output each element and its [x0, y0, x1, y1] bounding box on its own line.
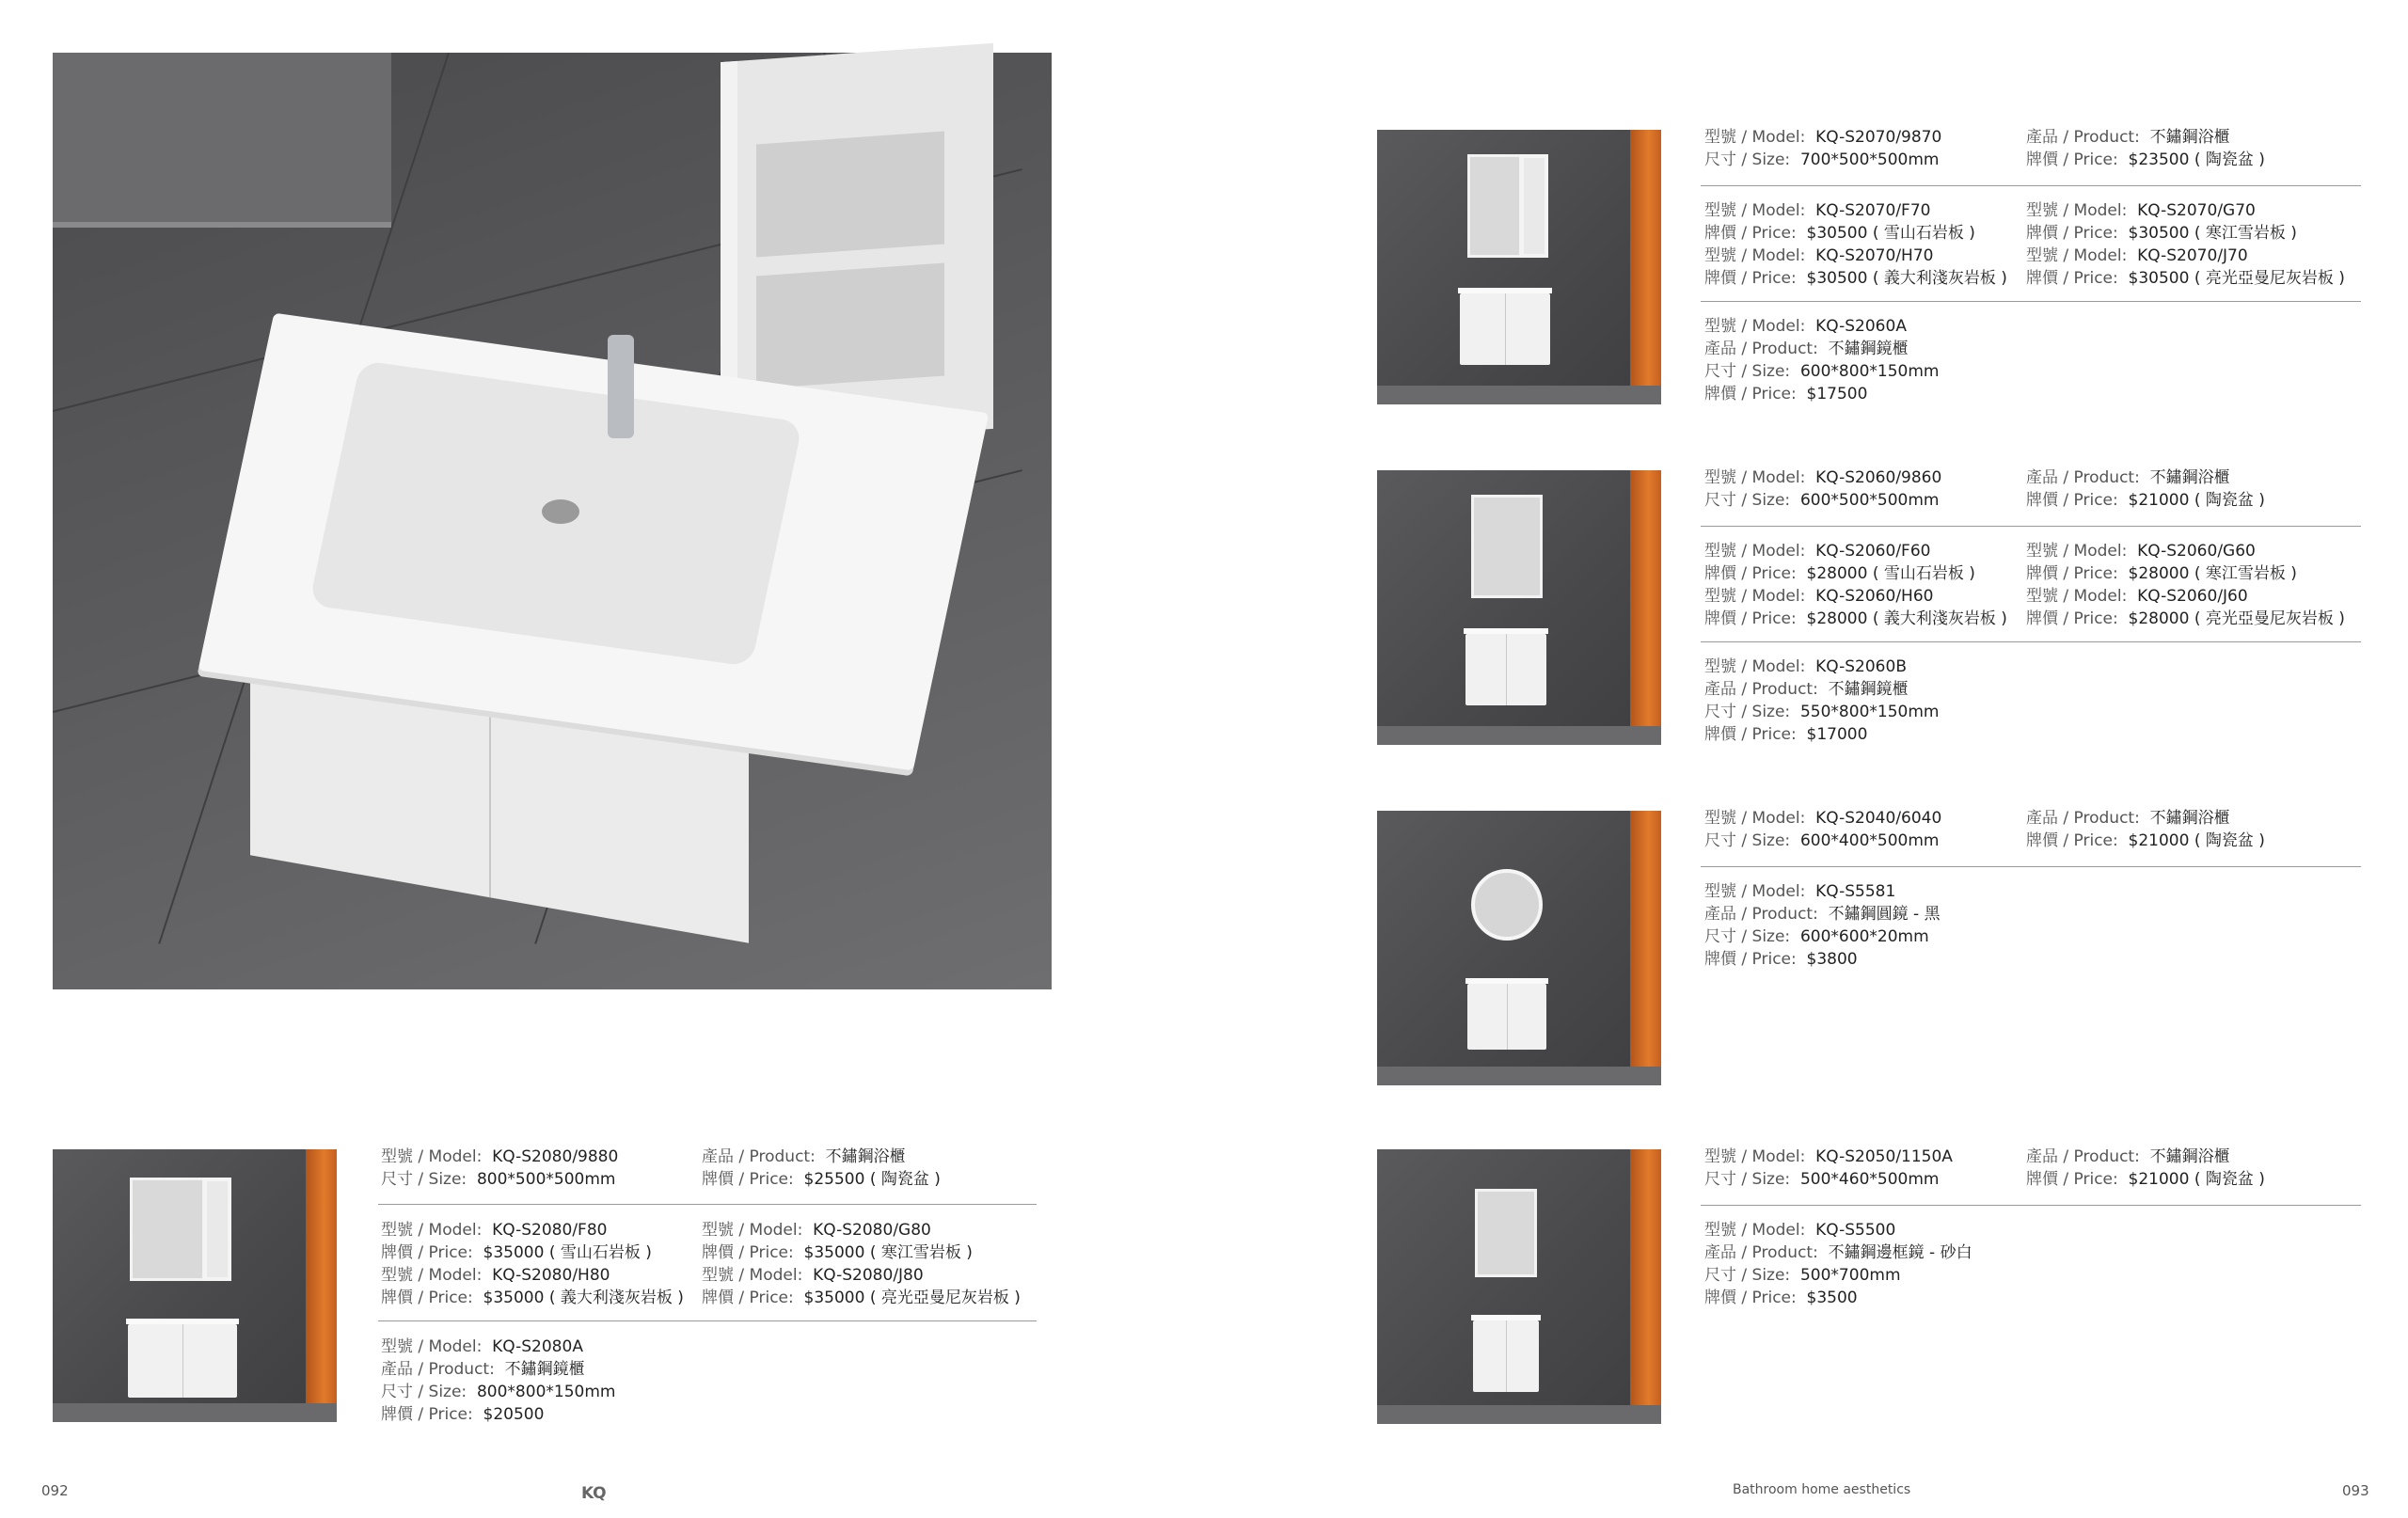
spec-s2070-product: 產品 / Product: 不鏽鋼浴櫃 牌價 / Price: $23500 ( 陶瓷盆 ) [2026, 128, 2265, 169]
spec-s2080-model: 型號 / Model: KQ-S2080/9880 尺寸 / Size: 800*500*500mm [381, 1147, 619, 1189]
spec-s2040-product: 產品 / Product: 不鏽鋼浴櫃 牌價 / Price: $21000 ( 陶瓷盆 ) [2026, 809, 2265, 850]
spec-s2050-accessory: 型號 / Model: KQ-S5500 產品 / Product: 不鏽鋼邊框鏡 - 砂白 尺寸 / Size: 500*700mm 牌價 / Price: $3500 [1704, 1221, 1972, 1307]
spec-s2070-variants-left: 型號 / Model: KQ-S2070/F70 牌價 / Price: $30500 ( 雪山石岩板 ) 型號 / Model: KQ-S2070/H70 牌價 / Price: $30500 ( 義大利淺灰岩板 ) [1704, 201, 2007, 288]
divider [378, 1204, 1037, 1205]
spec-s2080-product: 產品 / Product: 不鏽鋼浴櫃 牌價 / Price: $25500 ( 陶瓷盆 ) [702, 1147, 941, 1189]
product-photo-s2050 [1377, 1149, 1661, 1424]
spec-s2060-model: 型號 / Model: KQ-S2060/9860 尺寸 / Size: 600*500*500mm [1704, 468, 1942, 510]
spec-s2040-model: 型號 / Model: KQ-S2040/6040 尺寸 / Size: 600*400*500mm [1704, 809, 1942, 850]
spec-s2040-accessory: 型號 / Model: KQ-S5581 產品 / Product: 不鏽鋼圓鏡 - 黑 尺寸 / Size: 600*600*20mm 牌價 / Price: $3800 [1704, 882, 1941, 969]
product-photo-s2040 [1377, 811, 1661, 1085]
divider [1701, 1205, 2361, 1206]
spec-s2080-accessory: 型號 / Model: KQ-S2080A 產品 / Product: 不鏽鋼鏡櫃 尺寸 / Size: 800*800*150mm 牌價 / Price: $20500 [381, 1337, 616, 1424]
product-photo-s2060 [1377, 470, 1661, 745]
divider [1701, 641, 2361, 642]
brand-logo: KQ [581, 1484, 606, 1503]
spec-s2060-variants-right: 型號 / Model: KQ-S2060/G60 牌價 / Price: $28000 ( 寒江雪岩板 ) 型號 / Model: KQ-S2060/J60 牌價 / Price: $28000 ( 亮光亞曼尼灰岩板 ) [2026, 542, 2345, 628]
spec-s2050-model: 型號 / Model: KQ-S2050/1150A 尺寸 / Size: 500*460*500mm [1704, 1147, 1953, 1189]
page-number-right: 093 [2342, 1482, 2369, 1499]
divider [1701, 526, 2361, 527]
spec-s2080-variants-right: 型號 / Model: KQ-S2080/G80 牌價 / Price: $35000 ( 寒江雪岩板 ) 型號 / Model: KQ-S2080/J80 牌價 / Price: $35000 ( 亮光亞曼尼灰岩板 ) [702, 1221, 1021, 1307]
divider [378, 1320, 1037, 1321]
footer-tagline: Bathroom home aesthetics [1733, 1482, 1911, 1497]
spec-s2050-product: 產品 / Product: 不鏽鋼浴櫃 牌價 / Price: $21000 ( 陶瓷盆 ) [2026, 1147, 2265, 1189]
spec-s2080-variants-left: 型號 / Model: KQ-S2080/F80 牌價 / Price: $35000 ( 雪山石岩板 ) 型號 / Model: KQ-S2080/H80 牌價 / Price: $35000 ( 義大利淺灰岩板 ) [381, 1221, 684, 1307]
spec-s2070-variants-right: 型號 / Model: KQ-S2070/G70 牌價 / Price: $30500 ( 寒江雪岩板 ) 型號 / Model: KQ-S2070/J70 牌價 / Price: $30500 ( 亮光亞曼尼灰岩板 ) [2026, 201, 2345, 288]
spec-s2070-accessory: 型號 / Model: KQ-S2060A 產品 / Product: 不鏽鋼鏡櫃 尺寸 / Size: 600*800*150mm 牌價 / Price: $17500 [1704, 317, 1940, 403]
spec-s2060-variants-left: 型號 / Model: KQ-S2060/F60 牌價 / Price: $28000 ( 雪山石岩板 ) 型號 / Model: KQ-S2060/H60 牌價 / Price: $28000 ( 義大利淺灰岩板 ) [1704, 542, 2007, 628]
divider [1701, 301, 2361, 302]
page-number-left: 092 [41, 1482, 69, 1499]
product-photo-s2070 [1377, 130, 1661, 404]
product-photo-s2080 [53, 1149, 337, 1422]
divider [1701, 185, 2361, 186]
spec-s2060-accessory: 型號 / Model: KQ-S2060B 產品 / Product: 不鏽鋼鏡櫃 尺寸 / Size: 550*800*150mm 牌價 / Price: $17000 [1704, 657, 1940, 744]
spec-s2070-model: 型號 / Model: KQ-S2070/9870 尺寸 / Size: 700*500*500mm [1704, 128, 1942, 169]
hero-product-photo [53, 53, 1052, 989]
spec-s2060-product: 產品 / Product: 不鏽鋼浴櫃 牌價 / Price: $21000 ( 陶瓷盆 ) [2026, 468, 2265, 510]
divider [1701, 866, 2361, 867]
